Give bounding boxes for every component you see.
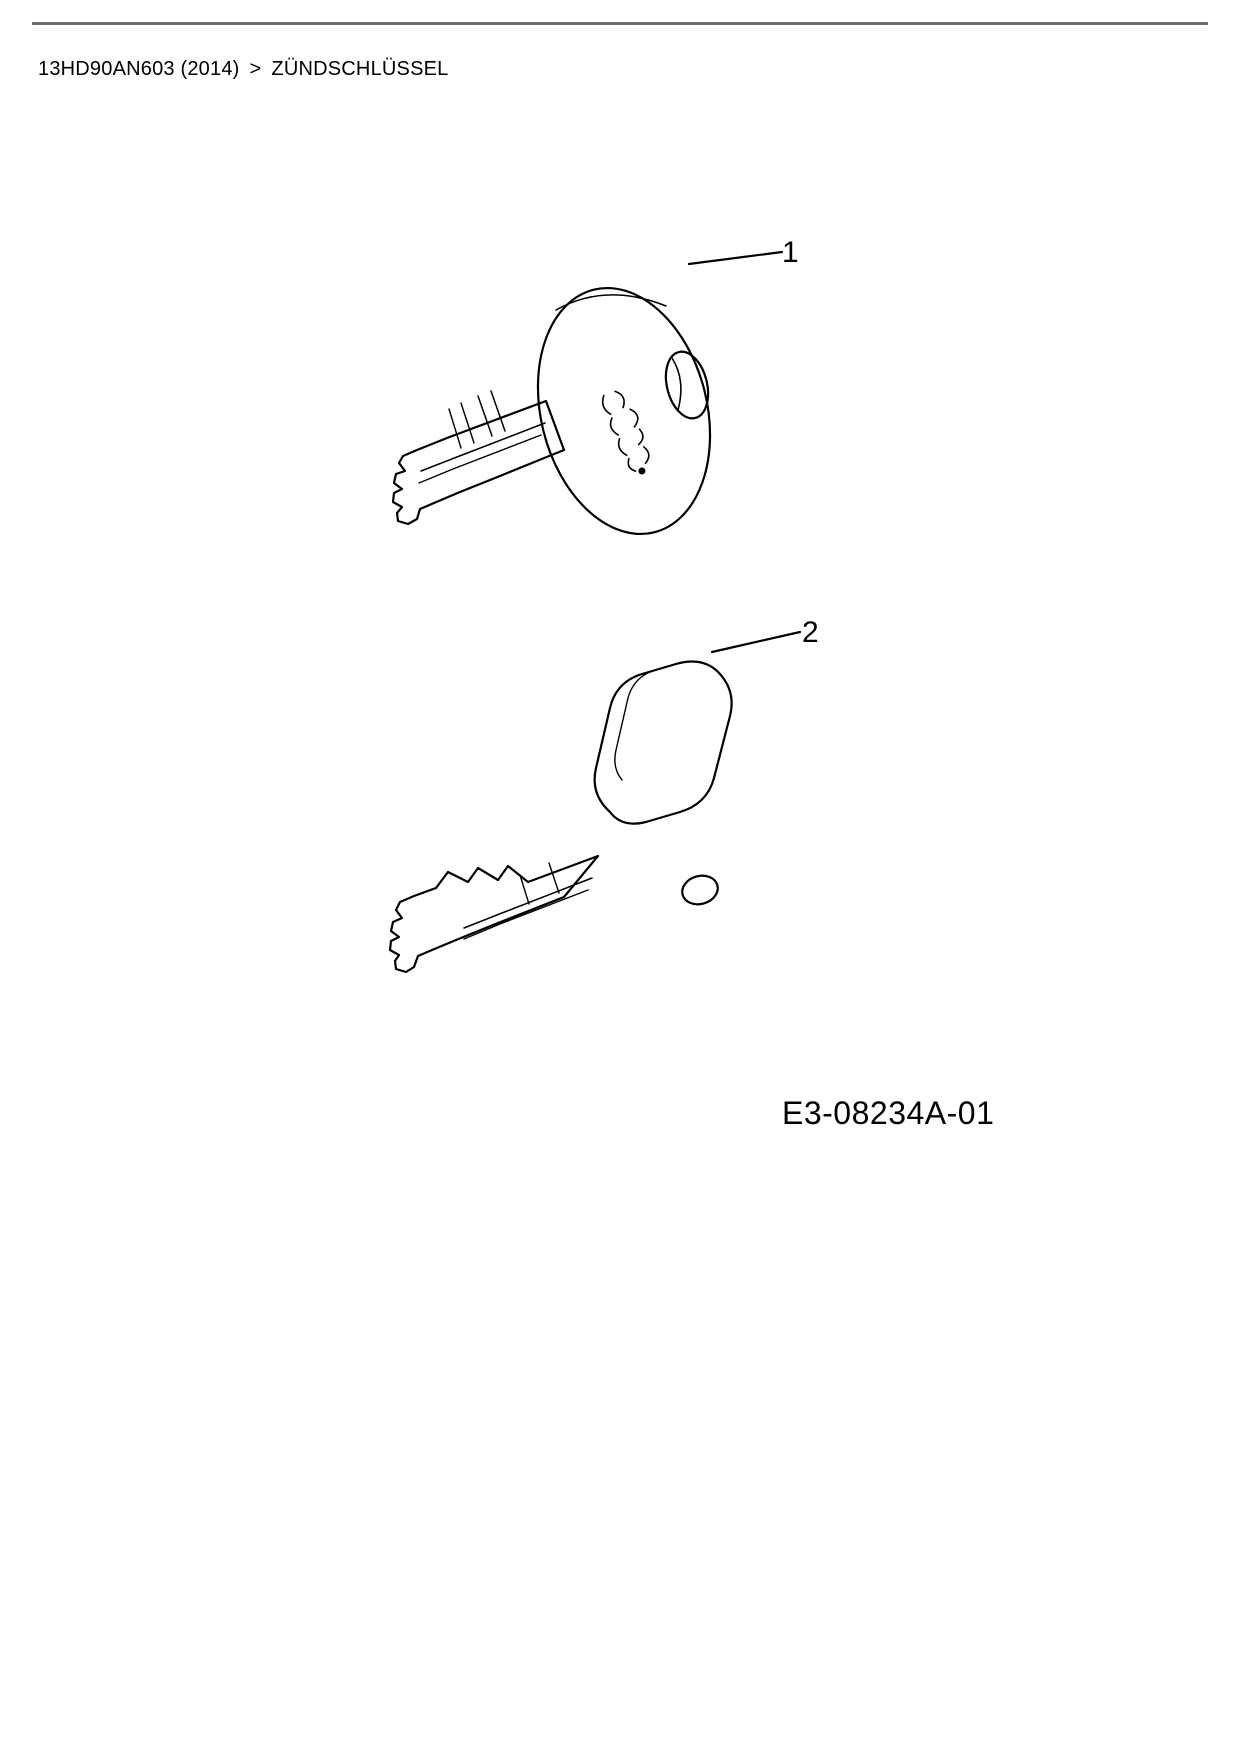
callout-2-leader — [712, 632, 800, 652]
breadcrumb-model: 13HD90AN603 (2014) — [38, 58, 240, 80]
breadcrumb-section: ZÜNDSCHLÜSSEL — [271, 58, 449, 80]
key-2-shoulder-1 — [549, 863, 559, 893]
callout-2-number: 2 — [802, 616, 819, 649]
key-1-shoulder-3 — [461, 403, 474, 443]
key-2-blade-groove-2 — [464, 890, 588, 939]
header-divider — [32, 22, 1208, 25]
key-1-shoulder-4 — [449, 409, 461, 448]
key-1-keyring-hole — [659, 347, 714, 423]
key-2-head — [595, 662, 732, 824]
breadcrumb-separator: > — [249, 58, 262, 80]
key-2-group — [390, 632, 800, 972]
key-1-head — [513, 270, 735, 553]
parts-illustration — [0, 120, 1240, 1080]
callout-1-leader — [689, 252, 782, 264]
key-2-keyring-hole — [679, 872, 721, 909]
breadcrumb — [38, 58, 449, 81]
key-1-shoulder-1 — [491, 391, 505, 431]
key-1-blade-groove-1 — [421, 423, 545, 471]
key-1-shoulder-2 — [478, 396, 492, 436]
key-1-blade — [393, 401, 564, 524]
key-2-blade — [390, 856, 598, 972]
drawing-code: E3-08234A-01 — [782, 1095, 995, 1131]
key-1-group — [393, 252, 782, 552]
callout-1-number: 1 — [782, 236, 799, 269]
brand-logo-icon — [600, 387, 657, 479]
